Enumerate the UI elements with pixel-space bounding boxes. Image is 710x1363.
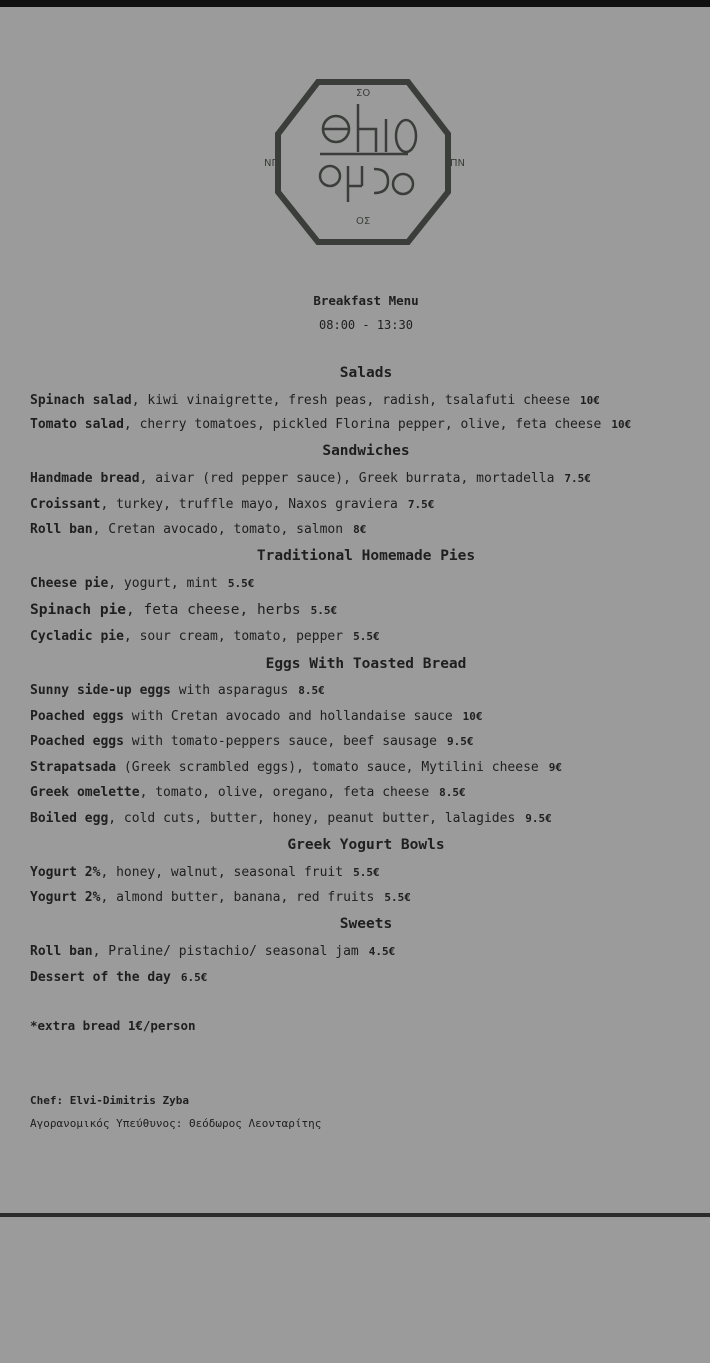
- item-name: Dessert of the day: [30, 970, 171, 985]
- item-price: 7.5€: [564, 472, 591, 485]
- item-price: 5.5€: [353, 866, 380, 879]
- item-desc: , aivar (red pepper sauce), Greek burrata, mortadella: [139, 471, 555, 486]
- responsible-credit: Αγορανομικός Υπεύθυνος: Θεόδωρος Λεονταρίτης: [30, 1117, 322, 1130]
- item-name: Cheese pie: [30, 576, 109, 591]
- svg-text:ΟΣ: ΟΣ: [356, 216, 371, 227]
- menu-item: [30, 576, 254, 591]
- menu-item: [30, 629, 380, 644]
- section-heading-pies: Traditional Homemade Pies: [256, 548, 476, 564]
- bottom-divider: [0, 1213, 710, 1217]
- svg-text:ΠΝ: ΠΝ: [450, 158, 465, 169]
- menu-item: [30, 785, 466, 800]
- hexagon-logo-icon: [258, 74, 468, 254]
- item-price: 8€: [353, 523, 367, 536]
- item-desc: , cold cuts, butter, honey, peanut butter, lalagides: [108, 811, 516, 826]
- item-name: Greek omelette: [30, 785, 140, 800]
- item-price: 6.5€: [180, 971, 208, 984]
- menu-item: [30, 497, 434, 512]
- menu-item: [30, 970, 207, 985]
- menu-item: [30, 811, 552, 826]
- item-desc: , kiwi vinaigrette, fresh peas, radish, tsalafuti cheese: [131, 393, 571, 408]
- item-price: 9€: [548, 761, 562, 774]
- item-price: 5.5€: [384, 891, 411, 904]
- item-name: Yogurt 2%: [30, 890, 101, 905]
- item-name: Cycladic pie: [30, 629, 124, 644]
- item-name: Tomato salad: [30, 417, 124, 432]
- top-status-bar: [0, 0, 710, 7]
- item-name: Handmade bread: [30, 471, 140, 486]
- menu-item: [30, 709, 483, 724]
- item-desc: , honey, walnut, seasonal fruit: [100, 865, 344, 880]
- item-name: Croissant: [30, 497, 101, 512]
- menu-item: [30, 890, 411, 905]
- item-price: 8.5€: [298, 684, 325, 697]
- item-desc: with tomato-peppers sauce, beef sausage: [123, 734, 437, 749]
- item-desc: , turkey, truffle mayo, Naxos graviera: [100, 497, 398, 512]
- svg-text:ΝΠ: ΝΠ: [264, 158, 279, 169]
- item-name: Spinach pie: [30, 602, 127, 618]
- menu-hours: 08:00 - 13:30: [319, 318, 413, 332]
- item-desc: with asparagus: [170, 683, 289, 698]
- item-name: Boiled egg: [30, 811, 109, 826]
- menu-item: [30, 944, 395, 959]
- menu-item: [30, 760, 562, 775]
- item-desc: , tomato, olive, oregano, feta cheese: [139, 785, 430, 800]
- menu-item: [30, 865, 380, 880]
- menu-item: [30, 602, 337, 618]
- menu-item: [30, 471, 591, 486]
- item-name: Roll ban: [30, 944, 93, 959]
- section-heading-sweets: Sweets: [339, 916, 393, 932]
- item-desc: , sour cream, tomato, pepper: [123, 629, 344, 644]
- item-desc: , Cretan avocado, tomato, salmon: [92, 522, 344, 537]
- item-name: Roll ban: [30, 522, 93, 537]
- item-price: 5.5€: [310, 604, 338, 617]
- item-price: 10€: [580, 394, 600, 407]
- menu-title: Breakfast Menu: [313, 293, 419, 308]
- section-heading-sandwiches: Sandwiches: [322, 443, 410, 459]
- item-desc: , cherry tomatoes, pickled Florina pepper, olive, feta cheese: [123, 417, 602, 432]
- menu-item: [30, 734, 474, 749]
- item-price: 9.5€: [447, 735, 474, 748]
- item-name: Strapatsada: [30, 760, 117, 775]
- menu-item: [30, 522, 366, 537]
- item-name: Poached eggs: [30, 709, 124, 724]
- section-heading-eggs: Eggs With Toasted Bread: [265, 656, 467, 672]
- item-desc: , Praline/ pistachio/ seasonal jam: [92, 944, 359, 959]
- item-price: 10€: [611, 418, 632, 431]
- section-heading-salads: Salads: [339, 365, 393, 381]
- chef-credit: Chef: Elvi-Dimitris Zyba: [30, 1094, 189, 1107]
- item-price: 4.5€: [368, 945, 396, 958]
- item-desc: , almond butter, banana, red fruits: [100, 890, 375, 905]
- item-price: 5.5€: [353, 630, 380, 643]
- item-name: Sunny side-up eggs: [30, 683, 171, 698]
- item-desc: with Cretan avocado and hollandaise sauce: [123, 709, 453, 724]
- item-desc: , yogurt, mint: [108, 576, 218, 591]
- item-name: Poached eggs: [30, 734, 124, 749]
- item-price: 10€: [462, 710, 483, 723]
- menu-item: [30, 393, 600, 408]
- item-price: 9.5€: [525, 812, 552, 825]
- item-price: 5.5€: [227, 577, 255, 590]
- item-price: 8.5€: [439, 786, 466, 799]
- menu-item: [30, 683, 325, 698]
- item-price: 7.5€: [407, 498, 435, 511]
- extra-bread-note: *extra bread 1€/person: [30, 1018, 196, 1033]
- item-name: Yogurt 2%: [30, 865, 101, 880]
- item-desc: (Greek scrambled eggs), tomato sauce, Mytilini cheese: [116, 760, 539, 775]
- item-desc: , feta cheese, herbs: [126, 602, 301, 618]
- item-name: Spinach salad: [30, 393, 132, 408]
- section-heading-yogurt: Greek Yogurt Bowls: [287, 837, 445, 853]
- svg-text:ΣΟ: ΣΟ: [356, 88, 371, 99]
- menu-item: [30, 417, 631, 432]
